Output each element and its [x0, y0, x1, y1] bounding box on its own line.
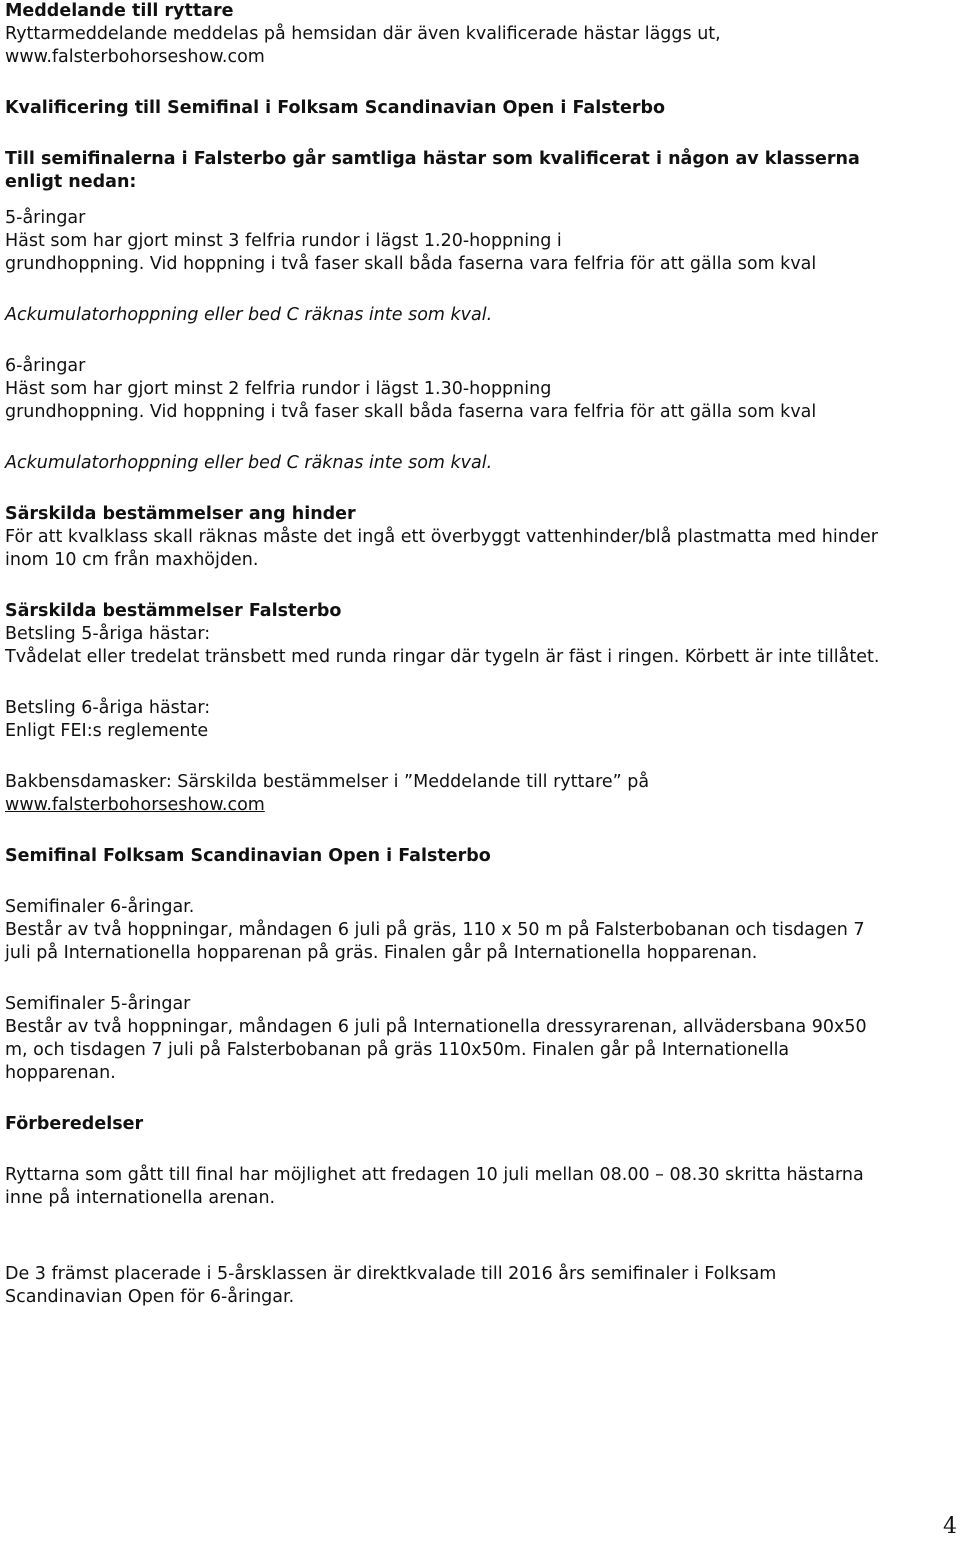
bit-6-label: Betsling 6-åriga hästar: — [5, 698, 211, 718]
direct-qualification-section — [5, 1263, 957, 1309]
direct-qualification-text: De 3 främst placerade i 5-årsklassen är direktkvalade till 2016 års semifinaler i Folksam — [5, 1264, 777, 1284]
semifinal-six-text: juli på Internationella hopparenan på gräs. Finalen går på Internationella hopparenan. — [5, 943, 758, 963]
semifinal-six-label: Semifinaler 6-åringar. — [5, 897, 195, 917]
bit-5-label: Betsling 5-åriga hästar: — [5, 624, 211, 644]
five-year-rule: grundhoppning. Vid hoppning i två faser skall båda faserna vara felfria för att gälla som kval — [5, 254, 817, 274]
five-year-note: Ackumulatorhoppning eller bed C räknas inte som kval. — [5, 305, 493, 325]
six-year-criteria — [5, 355, 957, 475]
boots-text: Bakbensdamasker: Särskilda bestämmelser i ”Meddelande till ryttare” på — [5, 772, 650, 792]
obstacles-section — [5, 503, 957, 572]
qualification-intro-line: enligt nedan: — [5, 172, 137, 192]
semifinal-section — [5, 845, 957, 1085]
semifinal-five-text: Består av två hoppningar, måndagen 6 juli på Internationella dressyrarenan, allvädersbana 90x50 — [5, 1017, 867, 1037]
page-number: 4 — [943, 1514, 957, 1539]
six-year-label: 6-åringar — [5, 356, 86, 376]
notice-website: www.falsterbohorseshow.com — [5, 47, 265, 67]
direct-qualification-text: Scandinavian Open för 6-åringar. — [5, 1287, 295, 1307]
preparations-text: inne på internationella arenan. — [5, 1188, 276, 1208]
notice-heading: Meddelande till ryttare — [5, 1, 234, 21]
semifinal-five-text: hopparenan. — [5, 1063, 116, 1083]
five-year-rule: Häst som har gjort minst 3 felfria rundor i lägst 1.20-hoppning i — [5, 231, 562, 251]
obstacles-heading: Särskilda bestämmelser ang hinder — [5, 504, 356, 524]
semifinal-five-text: m, och tisdagen 7 juli på Falsterbobanan på gräs 110x50m. Finalen går på Internationella — [5, 1040, 790, 1060]
falsterbo-website-link[interactable]: www.falsterbohorseshow.com — [5, 795, 265, 815]
five-year-criteria — [5, 207, 957, 327]
six-year-note: Ackumulatorhoppning eller bed C räknas inte som kval. — [5, 453, 493, 473]
preparations-section — [5, 1113, 957, 1210]
qualification-intro-line: Till semifinalerna i Falsterbo går samtliga hästar som kvalificerat i någon av klasserna — [5, 149, 860, 169]
semifinal-five-label: Semifinaler 5-åringar — [5, 994, 191, 1014]
falsterbo-rules-section — [5, 600, 957, 817]
six-year-rule: Häst som har gjort minst 2 felfria rundor i lägst 1.30-hoppning — [5, 379, 552, 399]
falsterbo-rules-heading: Särskilda bestämmelser Falsterbo — [5, 601, 342, 621]
semifinal-heading: Semifinal Folksam Scandinavian Open i Falsterbo — [5, 846, 491, 866]
six-year-rule: grundhoppning. Vid hoppning i två faser skall båda faserna vara felfria för att gälla som kval — [5, 402, 817, 422]
preparations-heading: Förberedelser — [5, 1114, 144, 1134]
five-year-label: 5-åringar — [5, 208, 86, 228]
bit-6-text: Enligt FEI:s reglemente — [5, 721, 209, 741]
qualification-section — [5, 97, 957, 475]
notice-text-line: Ryttarmeddelande meddelas på hemsidan där även kvalificerade hästar läggs ut, — [5, 24, 721, 44]
obstacles-text: inom 10 cm från maxhöjden. — [5, 550, 259, 570]
preparations-text: Ryttarna som gått till final har möjlighet att fredagen 10 juli mellan 08.00 – 08.30 skritta hästarna — [5, 1165, 864, 1185]
document-page — [5, 0, 957, 1309]
qualification-heading: Kvalificering till Semifinal i Folksam Scandinavian Open i Falsterbo — [5, 98, 666, 118]
notice-section — [5, 0, 957, 69]
bit-5-text: Tvådelat eller tredelat tränsbett med runda ringar där tygeln är fäst i ringen. Körbett är inte tillåtet. — [5, 647, 880, 667]
semifinal-six-text: Består av två hoppningar, måndagen 6 juli på gräs, 110 x 50 m på Falsterbobanan och tisdagen 7 — [5, 920, 865, 940]
obstacles-text: För att kvalklass skall räknas måste det ingå ett överbyggt vattenhinder/blå plastmatta med hinder — [5, 527, 878, 547]
